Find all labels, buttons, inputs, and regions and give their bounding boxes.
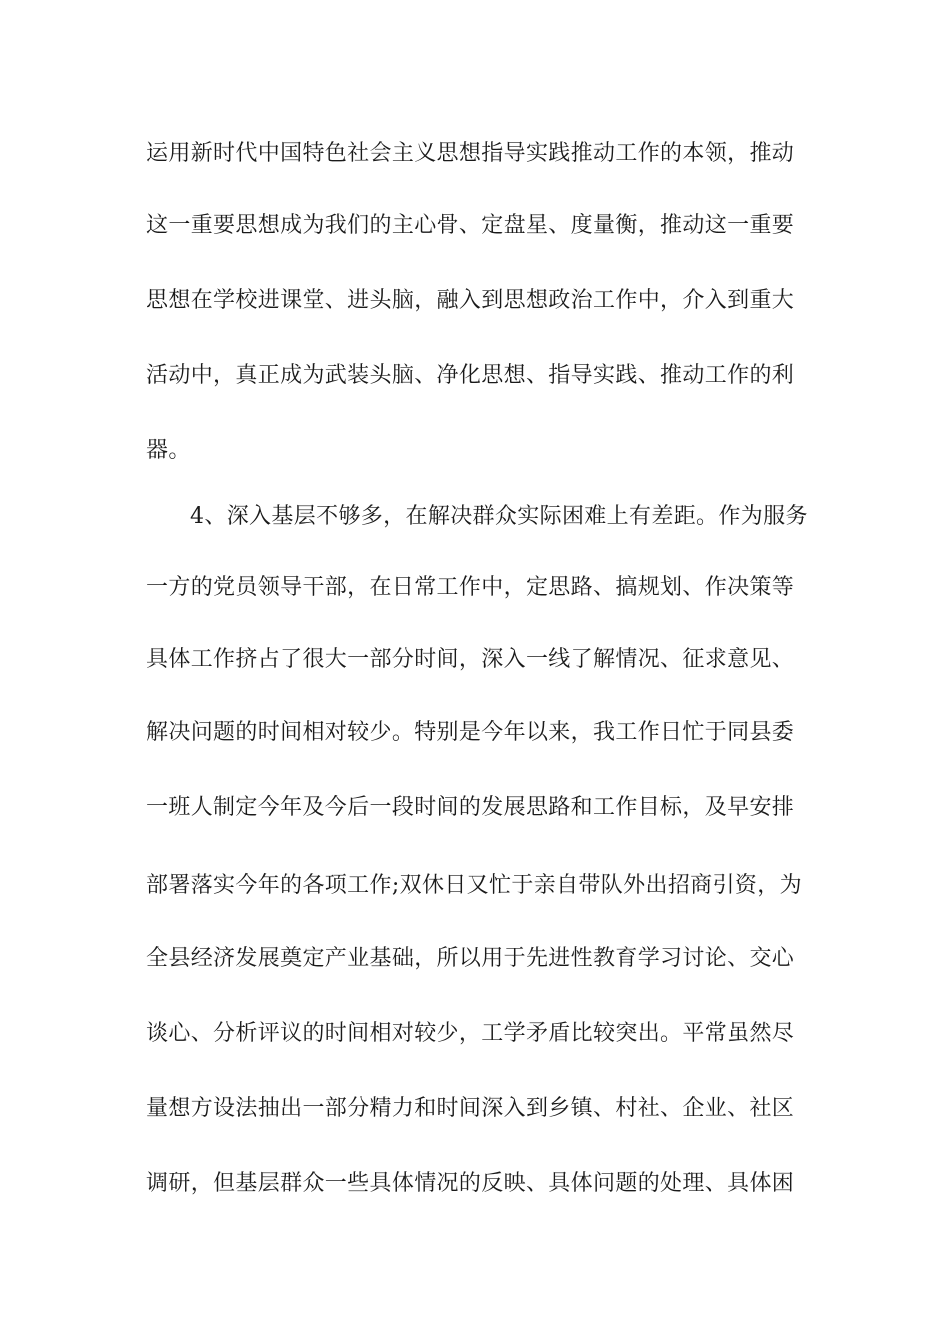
text-line: 量想方设法抽出一部分精力和时间深入到乡镇、村社、企业、社区 bbox=[146, 1096, 795, 1121]
text-line: 一班人制定今年及今后一段时间的发展思路和工作目标，及早安排 bbox=[146, 795, 795, 820]
text-line: 一方的党员领导干部，在日常工作中，定思路、搞规划、作决策等 bbox=[146, 575, 795, 600]
text-line: 部署落实今年的各项工作;双休日又忙于亲自带队外出招商引资，为 bbox=[146, 873, 802, 898]
text-line: 活动中，真正成为武装头脑、净化思想、指导实践、推动工作的利 bbox=[146, 363, 795, 388]
text-line: 谈心、分析评议的时间相对较少，工学矛盾比较突出。平常虽然尽 bbox=[146, 1021, 795, 1046]
text-line: 全县经济发展奠定产业基础，所以用于先进性教育学习讨论、交心 bbox=[146, 946, 795, 971]
text-line: 具体工作挤占了很大一部分时间，深入一线了解情况、征求意见、 bbox=[146, 647, 795, 672]
text-line: 这一重要思想成为我们的主心骨、定盘星、度量衡，推动这一重要 bbox=[146, 213, 795, 238]
paragraph-start-line: 4、深入基层不够多，在解决群众实际困难上有差距。作为服务 bbox=[190, 504, 808, 529]
text-line: 调研，但基层群众一些具体情况的反映、具体问题的处理、具体困 bbox=[146, 1171, 795, 1196]
text-line: 器。 bbox=[146, 438, 191, 463]
text-line: 思想在学校进课堂、进头脑，融入到思想政治工作中，介入到重大 bbox=[146, 288, 795, 313]
text-line: 运用新时代中国特色社会主义思想指导实践推动工作的本领，推动 bbox=[146, 141, 795, 166]
text-line: 解决问题的时间相对较少。特别是今年以来，我工作日忙于同县委 bbox=[146, 720, 795, 745]
